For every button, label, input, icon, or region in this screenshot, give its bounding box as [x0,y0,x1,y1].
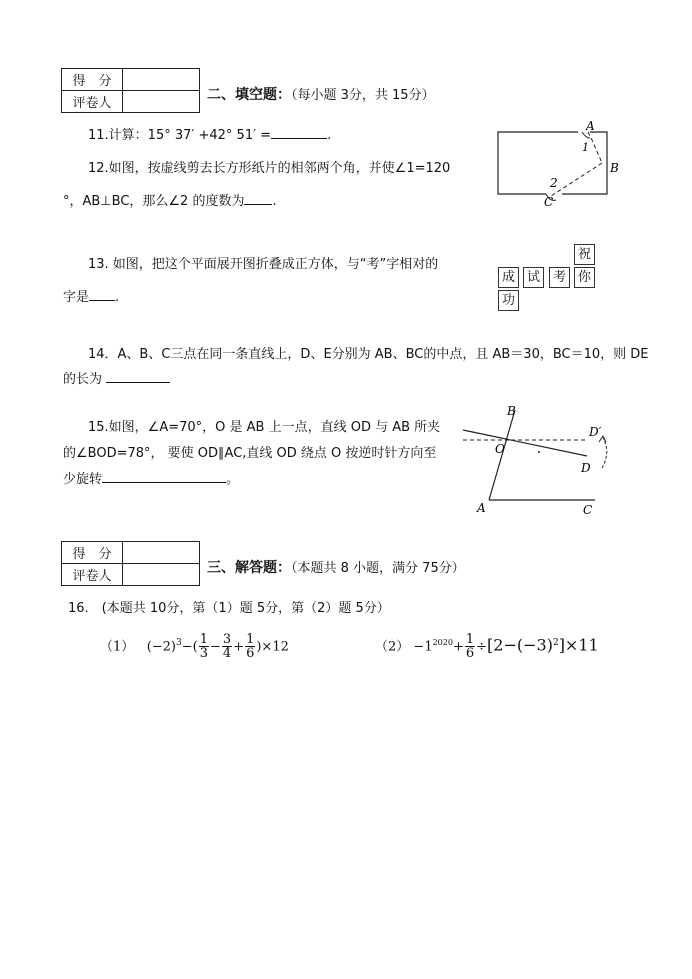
section-3-note: （本题共 8 小题，满分 75分） [291,561,465,576]
q12-cut-line-a [588,132,602,163]
frac-num: 1 [199,632,208,648]
q16-p1-frac-1 [199,633,209,660]
net-cell-zhu: 祝 [574,244,595,265]
q15-label-A: A [477,501,486,515]
q16-part-2 [375,624,599,662]
q15-text: 少旋转 [63,472,103,487]
q13-answer-blank[interactable] [89,287,115,301]
q11-tail: . [327,128,332,143]
q16-header: 16. (本题共 10分，第（1）题 5分，第（2）题 5分） [68,601,390,616]
frac-num: 3 [222,632,232,648]
q12-answer-blank[interactable] [244,191,272,205]
q13-tail: . [115,290,120,305]
q15-line-OD [463,430,587,456]
q12-angle-2: 2 [550,176,558,190]
q12-text: °，AB⊥BC，那么∠2 的度数为 [63,194,245,209]
frac-den: 6 [465,646,475,662]
q16-p2-tail: ]×11 [558,635,599,655]
q16-p2-frac [465,633,475,660]
section-2-heading [207,84,435,104]
q16-p2-label: （2） [375,639,410,655]
section-3-title: 三、解答题： [207,560,291,576]
q16-p2-exp: 2020 [432,638,453,647]
q12-line-2 [63,190,277,209]
q12-label-B: B [610,161,619,175]
grader-label: 评卷人 [62,91,123,113]
grader-cell[interactable] [123,564,200,586]
score-label: 得 分 [62,542,123,564]
q16-p1-op1: − [209,639,221,655]
grader-label: 评卷人 [62,564,123,586]
q15-tail: 。 [226,472,240,487]
q15-line-2: 的∠BOD=78°， 要使 OD∥AC,直线 OD 绕点 O 按逆时针方向至 [63,446,437,461]
score-box-2 [61,541,200,586]
q15-label-D-prime: D′ [589,425,602,439]
section-2-note: （每小题 3分，共 15分） [291,88,435,103]
q13-cube-net [498,244,608,314]
net-cell-gong: 功 [498,290,519,311]
q16-p1-base: (−2) [146,639,176,655]
q15-line-1: 15.如图，∠A=70°，O 是 AB 上一点，直线 OD 与 AB 所夹 [88,420,441,435]
question-11 [88,124,331,143]
q16-p1-label: （1） [100,639,135,655]
q13-text: 字是 [63,290,90,305]
q12-figure [490,118,620,210]
q12-angle-1: 1 [582,141,589,154]
net-cell-shi: 试 [523,267,544,288]
section-2-title: 二、填空题： [207,87,291,103]
q13-line-1: 13. 如图，把这个平面展开图折叠成正方体，与“考”字相对的 [88,257,439,272]
q15-dot [538,451,540,453]
q13-line-2 [63,286,119,305]
score-cell[interactable] [123,542,200,564]
q12-label-C: C [544,195,554,209]
q11-answer-blank[interactable] [271,125,327,139]
frac-num: 1 [246,632,255,648]
q16-p1-tail: )×12 [256,639,289,655]
q16-part-1 [100,624,289,662]
q16-p1-op2: + [233,639,245,655]
frac-num: 1 [465,632,475,648]
net-cell-kao: 考 [549,267,570,288]
net-cell-cheng: 成 [498,267,519,288]
q15-label-B: B [507,404,516,418]
q15-label-C: C [583,503,593,517]
score-cell[interactable] [123,69,200,91]
score-label: 得 分 [62,69,123,91]
q14-line-2 [63,368,170,387]
q15-rotation-arc [602,438,607,468]
q16-p2-exp2: 2 [552,638,559,648]
q14-line-1: 14．A、B、C三点在同一条直线上，D、E分别为 AB、BC的中点，且 AB＝30，BC＝10，则 DE [88,347,649,362]
frac-den: 6 [246,646,255,662]
q16-p2-plus: + [452,639,464,655]
q12-line-1: 12.如图，按虚线剪去长方形纸片的相邻两个角，并使∠1=120 [88,161,451,176]
section-3-heading [207,557,465,577]
q14-text: 的长为 [63,372,103,387]
grader-cell[interactable] [123,91,200,113]
score-box-1 [61,68,200,113]
q16-p2-bracket: [2−(−3) [487,635,553,655]
q15-figure [455,400,615,520]
q16-p1-exp: 3 [176,638,182,648]
q16-p1-frac-3 [245,633,255,660]
net-cell-ni: 你 [574,267,595,288]
q16-p1-minus: −( [181,639,198,655]
q16-p1-frac-2 [222,633,232,660]
q12-label-A: A [586,119,595,133]
frac-den: 3 [199,646,208,662]
q15-label-D: D [581,461,591,475]
q15-answer-blank[interactable] [102,469,226,483]
q15-label-O: O [495,442,505,456]
q16-p2-div: ÷ [476,639,488,655]
q14-answer-blank[interactable] [106,369,170,383]
q11-text: 11.计算：15° 37′ +42° 51′ = [88,128,272,143]
q16-p2-base: −1 [413,639,433,655]
q15-line-3 [63,468,239,487]
q12-rect-outline [498,132,578,194]
frac-den: 4 [222,646,232,662]
q12-tail: . [272,194,277,209]
